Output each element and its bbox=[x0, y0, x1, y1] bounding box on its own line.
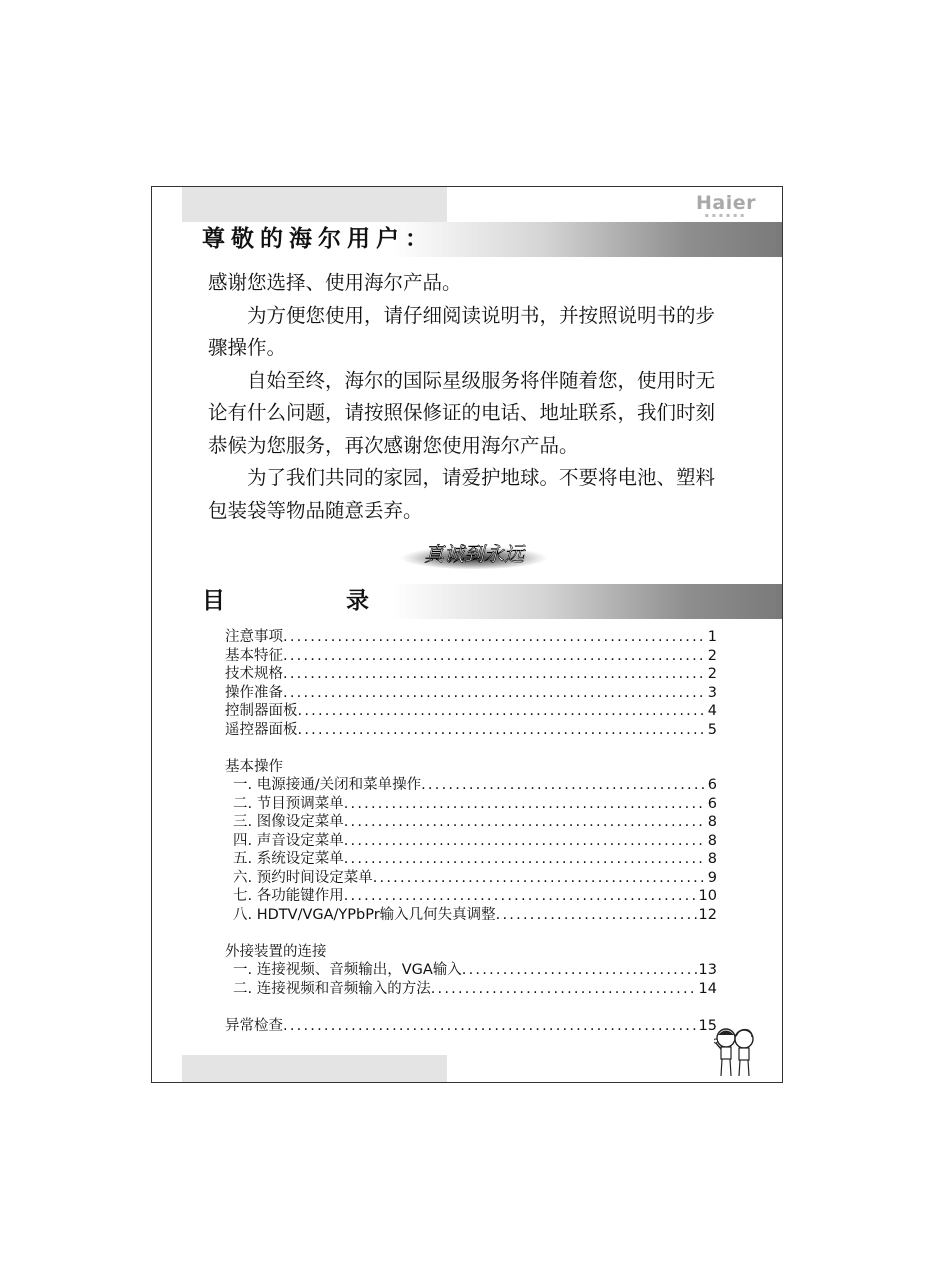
toc-leader-dots bbox=[344, 832, 706, 851]
toc-entry-page: 2 bbox=[707, 666, 717, 682]
toc-entry bbox=[225, 1017, 717, 1036]
toc-entry bbox=[225, 776, 717, 795]
toc-entry-label: 五. 系统设定菜单 bbox=[233, 851, 344, 867]
toc-entry-label: 二. 连接视频和音频输入的方法 bbox=[233, 980, 431, 997]
toc-entry bbox=[225, 628, 717, 647]
toc-entry-page: 8 bbox=[707, 814, 717, 830]
toc-entry-label: 技术规格 bbox=[225, 666, 283, 682]
toc-entry bbox=[225, 647, 717, 666]
toc-entry-label: 遥控器面板 bbox=[225, 721, 298, 738]
logo-dots: ▪▪▪▪▪▪ bbox=[704, 212, 748, 219]
toc-entry-page: 9 bbox=[707, 869, 717, 886]
toc-entry-page: 6 bbox=[707, 795, 717, 812]
toc-entry-page: 3 bbox=[707, 684, 717, 701]
table-of-contents bbox=[225, 628, 717, 1035]
toc-entry-label: 基本特征 bbox=[225, 647, 283, 664]
toc-entry-label: 七. 各功能键作用 bbox=[233, 888, 344, 904]
toc-leader-dots bbox=[283, 628, 706, 647]
toc-entry bbox=[225, 887, 717, 906]
top-decor-bar bbox=[182, 187, 447, 222]
toc-leader-dots bbox=[421, 776, 706, 795]
manual-page bbox=[151, 186, 783, 1083]
toc-entry bbox=[225, 832, 717, 851]
toc-entry-page: 4 bbox=[707, 703, 717, 719]
toc-entry-label: 异常检查 bbox=[225, 1017, 283, 1034]
toc-entry-page: 6 bbox=[707, 777, 717, 793]
greeting-paragraph: 感谢您选择、使用海尔产品。 bbox=[208, 271, 462, 294]
toc-entry-label: 一. 连接视频、音频输出，VGA输入 bbox=[233, 962, 462, 978]
toc-leader-dots bbox=[431, 980, 697, 999]
logo-text: Haier bbox=[696, 192, 756, 214]
toc-title-right: 录 bbox=[346, 588, 369, 614]
greeting-header-band bbox=[152, 222, 782, 257]
toc-entry bbox=[225, 850, 717, 869]
toc-entry-page: 15 bbox=[698, 1017, 717, 1034]
toc-entry bbox=[225, 813, 717, 832]
toc-entry bbox=[225, 702, 717, 721]
toc-leader-dots bbox=[344, 813, 706, 832]
toc-leader-dots bbox=[344, 795, 706, 814]
toc-entry-label: 八. HDTV/VGA/YPbPr输入几何失真调整 bbox=[233, 906, 496, 923]
toc-entry bbox=[225, 721, 717, 740]
toc-title-left: 目 bbox=[202, 588, 225, 614]
toc-entry bbox=[225, 684, 717, 703]
toc-leader-dots bbox=[283, 647, 706, 666]
toc-leader-dots bbox=[298, 702, 706, 721]
toc-entry-page: 12 bbox=[698, 906, 717, 923]
signature-brush-logo bbox=[400, 535, 548, 573]
greeting-body bbox=[208, 267, 730, 527]
toc-entry bbox=[225, 980, 717, 999]
toc-leader-dots bbox=[283, 665, 706, 684]
signature-text: 真诚到永远 bbox=[424, 542, 524, 566]
toc-header-band bbox=[152, 584, 782, 619]
toc-entry-label: 三. 图像设定菜单 bbox=[233, 814, 344, 830]
greeting-paragraph: 为方便您使用，请仔细阅读说明书，并按照说明书的步骤操作。 bbox=[208, 303, 716, 359]
toc-entry-page: 8 bbox=[707, 832, 717, 849]
toc-leader-dots bbox=[373, 869, 706, 888]
greeting-title: 尊敬的海尔用户： bbox=[202, 226, 434, 252]
toc-entry-page: 8 bbox=[707, 851, 717, 867]
haier-logo bbox=[696, 193, 756, 219]
toc-entry-page: 2 bbox=[707, 647, 717, 664]
toc-entry bbox=[225, 795, 717, 814]
toc-entry-label: 注意事项 bbox=[225, 629, 283, 645]
toc-leader-dots bbox=[283, 1017, 697, 1036]
toc-entry bbox=[225, 961, 717, 980]
toc-entry-page: 1 bbox=[707, 629, 717, 645]
toc-entry-page: 10 bbox=[698, 888, 717, 904]
greeting-paragraph: 为了我们共同的家园，请爱护地球。不要将电池、塑料包装袋等物品随意丢弃。 bbox=[208, 466, 716, 522]
toc-entry-label: 四. 声音设定菜单 bbox=[233, 832, 344, 849]
greeting-paragraph: 自始至终，海尔的国际星级服务将伴随着您，使用时无论有什么问题，请按照保修证的电话、地址联系，我们时刻恭候为您服务，再次感谢您使用海尔产品。 bbox=[208, 368, 716, 457]
toc-section-heading: 外接装置的连接 bbox=[225, 943, 327, 960]
toc-leader-dots bbox=[283, 684, 706, 703]
bottom-decor-bar bbox=[182, 1055, 447, 1082]
toc-leader-dots bbox=[344, 887, 697, 906]
toc-entry-label: 二. 节目预调菜单 bbox=[233, 795, 344, 812]
toc-entry-label: 一. 电源接通/关闭和菜单操作 bbox=[233, 777, 422, 793]
toc-leader-dots bbox=[496, 906, 697, 925]
toc-entry bbox=[225, 869, 717, 888]
toc-entry-page: 13 bbox=[698, 962, 717, 978]
toc-entry-label: 操作准备 bbox=[225, 684, 283, 701]
toc-leader-dots bbox=[298, 721, 706, 740]
toc-entry bbox=[225, 906, 717, 925]
toc-leader-dots bbox=[462, 961, 697, 980]
toc-entry-label: 控制器面板 bbox=[225, 703, 298, 719]
haier-brothers-mascot-icon bbox=[714, 1026, 756, 1078]
toc-entry bbox=[225, 665, 717, 684]
toc-entry-label: 六. 预约时间设定菜单 bbox=[233, 869, 373, 886]
signature-graphic bbox=[400, 535, 548, 573]
toc-leader-dots bbox=[344, 850, 706, 869]
toc-entry-page: 5 bbox=[707, 721, 717, 738]
toc-entry-page: 14 bbox=[698, 980, 717, 997]
toc-section-heading: 基本操作 bbox=[225, 758, 283, 775]
